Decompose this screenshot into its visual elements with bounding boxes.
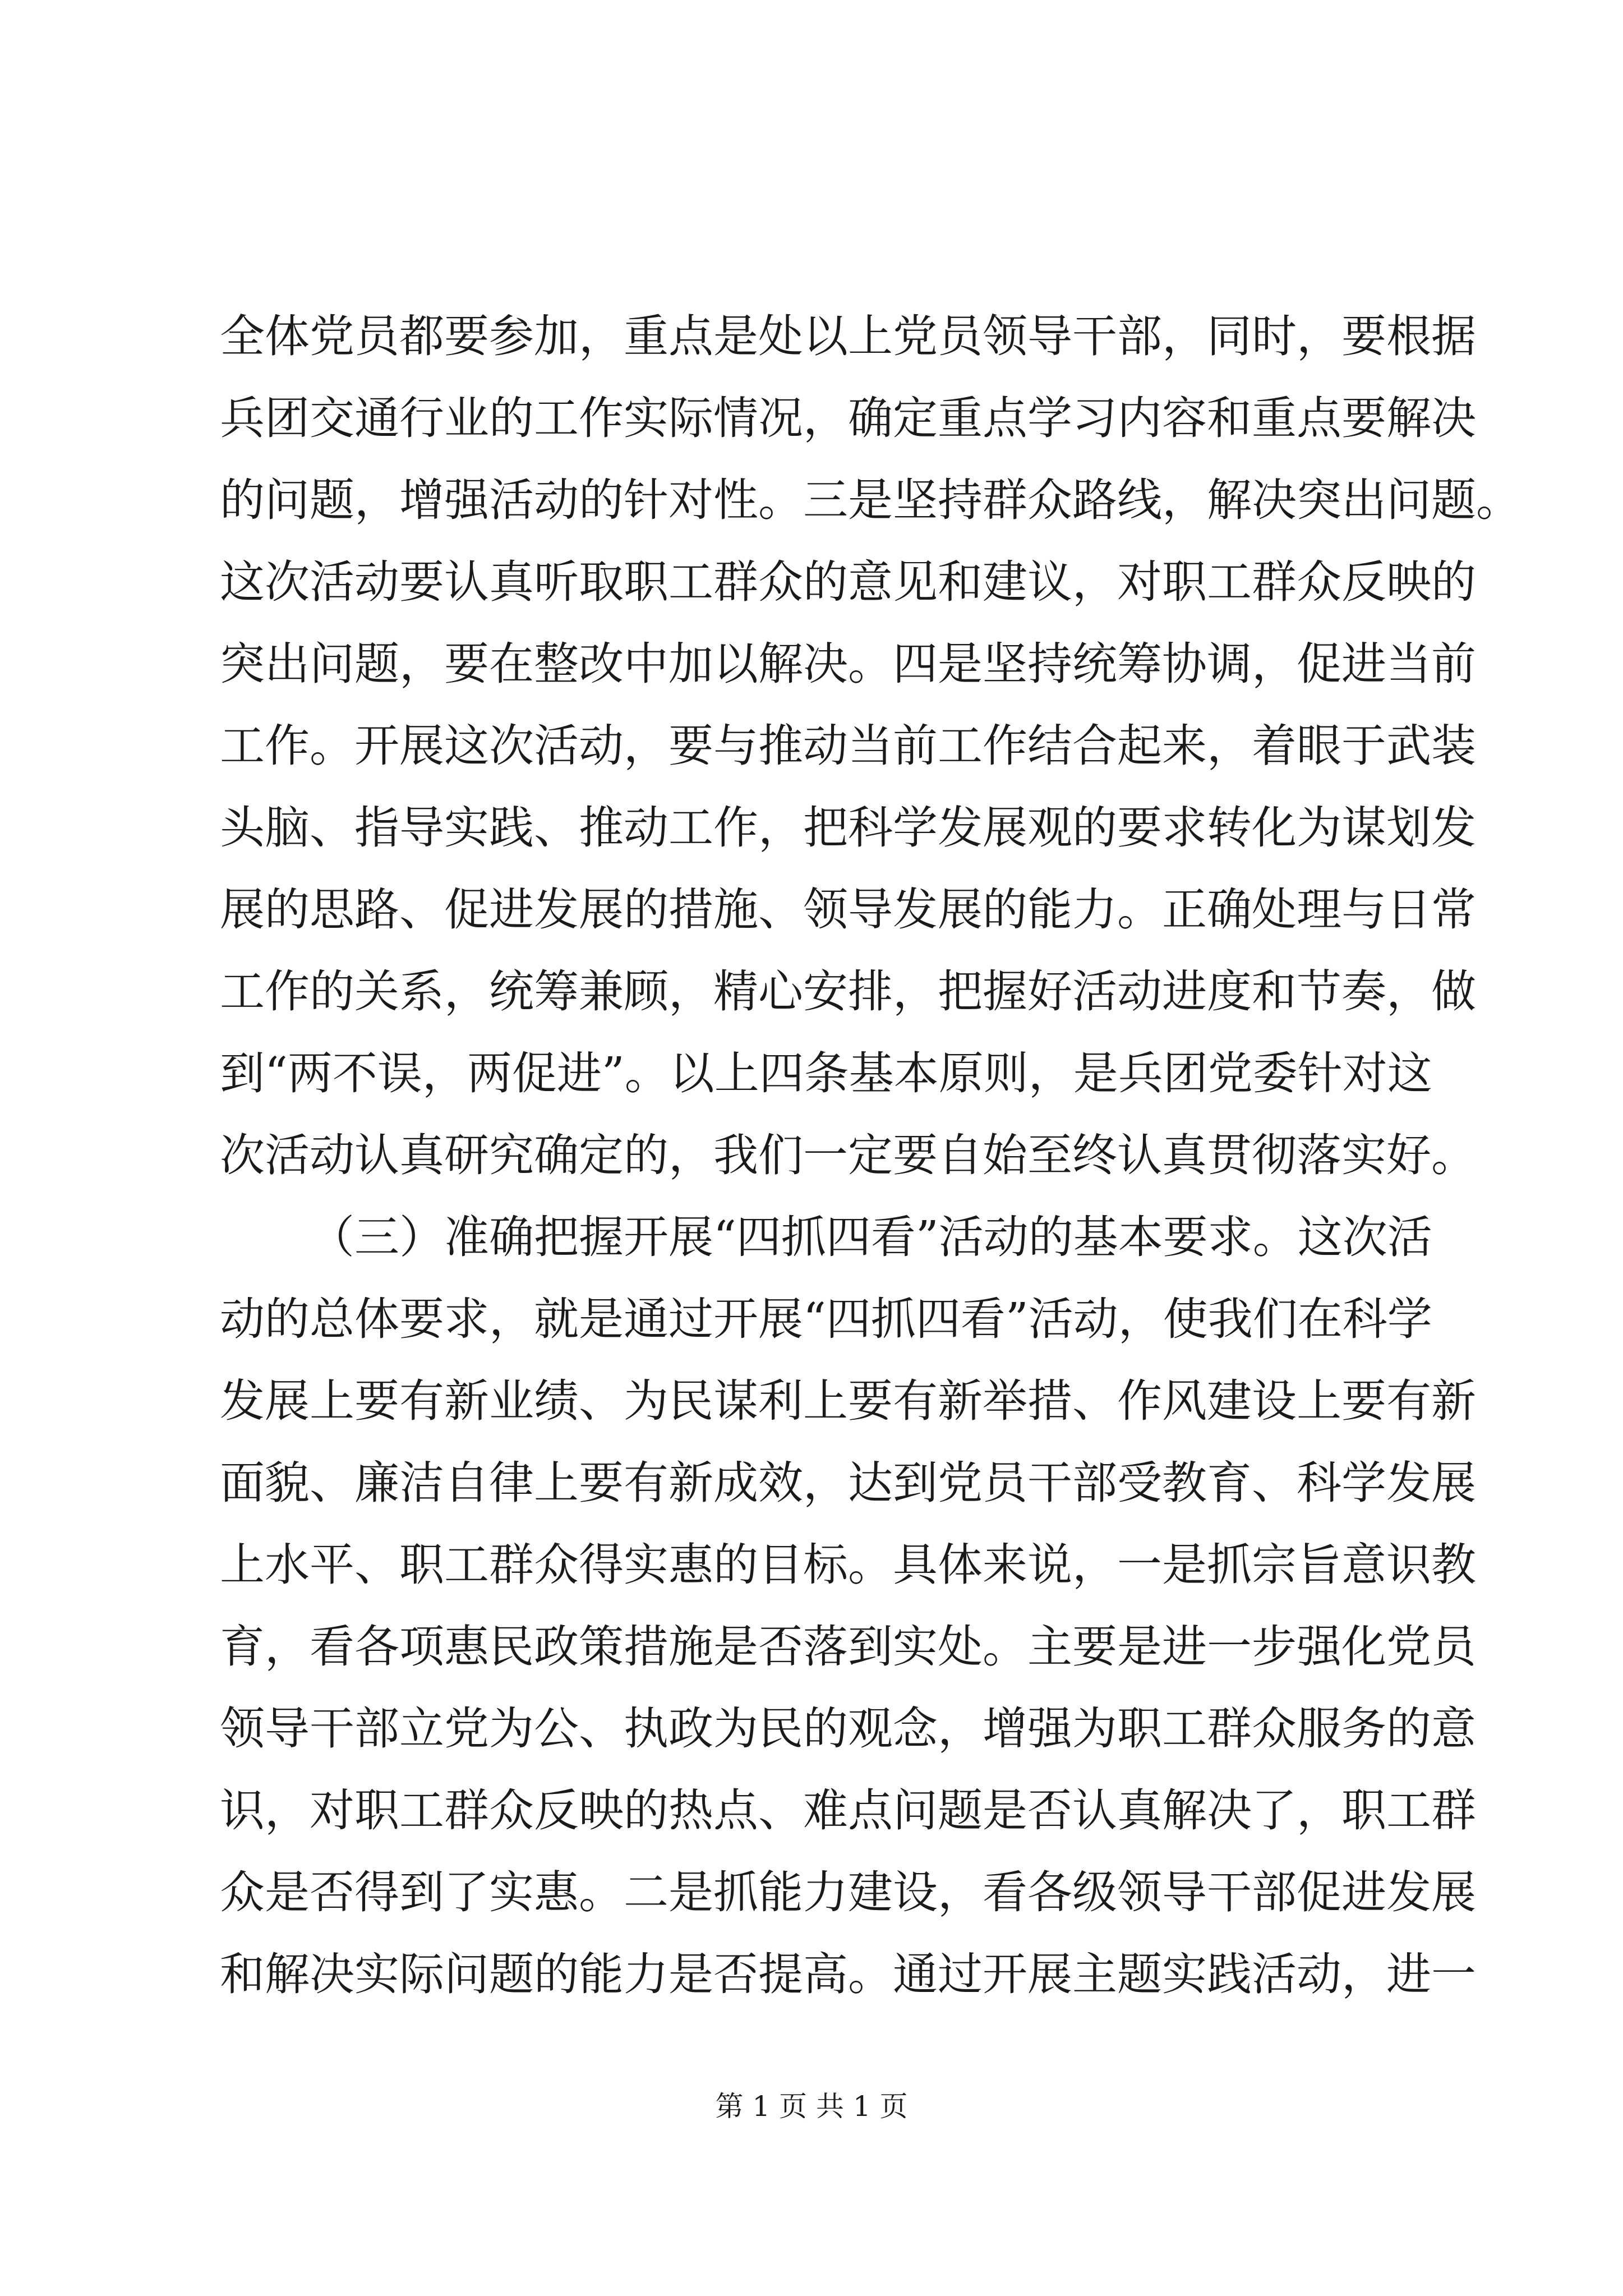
body-line: 工作。开展这次活动，要与推动当前工作结合起来，着眼于武装 bbox=[220, 720, 1476, 772]
body-line: 面貌、廉洁自律上要有新成效，达到党员干部受教育、科学发展 bbox=[220, 1457, 1476, 1509]
body-line: 动的总体要求，就是通过开展“四抓四看”活动，使我们在科学 bbox=[220, 1293, 1432, 1345]
body-line: 到“两不误，两促进”。以上四条基本原则，是兵团党委针对这 bbox=[220, 1047, 1432, 1099]
body-line: 的问题，增强活动的针对性。三是坚持群众路线，解决突出问题。 bbox=[220, 474, 1521, 526]
body-line: 育，看各项惠民政策措施是否落到实处。主要是进一步强化党员 bbox=[220, 1621, 1476, 1673]
paragraph-start-line: （三）准确把握开展“四抓四看”活动的基本要求。这次活 bbox=[310, 1211, 1432, 1263]
body-line: 领导干部立党为公、执政为民的观念，增强为职工群众服务的意 bbox=[220, 1703, 1476, 1755]
body-line: 突出问题，要在整改中加以解决。四是坚持统筹协调，促进当前 bbox=[220, 638, 1476, 690]
body-line: 全体党员都要参加，重点是处以上党员领导干部，同时，要根据 bbox=[220, 310, 1476, 362]
body-line: 识，对职工群众反映的热点、难点问题是否认真解决了，职工群 bbox=[220, 1784, 1476, 1837]
body-line: 上水平、职工群众得实惠的目标。具体来说，一是抓宗旨意识教 bbox=[220, 1539, 1476, 1591]
body-line: 展的思路、促进发展的措施、领导发展的能力。正确处理与日常 bbox=[220, 884, 1476, 936]
body-line: 工作的关系，统筹兼顾，精心安排，把握好活动进度和节奏，做 bbox=[220, 965, 1476, 1018]
body-line: 和解决实际问题的能力是否提高。通过开展主题实践活动，进一 bbox=[220, 1948, 1476, 2000]
body-line: 众是否得到了实惠。二是抓能力建设，看各级领导干部促进发展 bbox=[220, 1866, 1476, 1918]
body-line: 头脑、指导实践、推动工作，把科学发展观的要求转化为谋划发 bbox=[220, 802, 1476, 854]
body-line: 这次活动要认真听取职工群众的意见和建议，对职工群众反映的 bbox=[220, 556, 1476, 608]
body-line: 发展上要有新业绩、为民谋利上要有新举措、作风建设上要有新 bbox=[220, 1375, 1476, 1427]
page-number-footer: 第 1 页 共 1 页 bbox=[715, 2090, 908, 2123]
body-line: 兵团交通行业的工作实际情况，确定重点学习内容和重点要解决 bbox=[220, 392, 1476, 444]
body-line: 次活动认真研究确定的，我们一定要自始至终认真贯彻落实好。 bbox=[220, 1129, 1476, 1181]
